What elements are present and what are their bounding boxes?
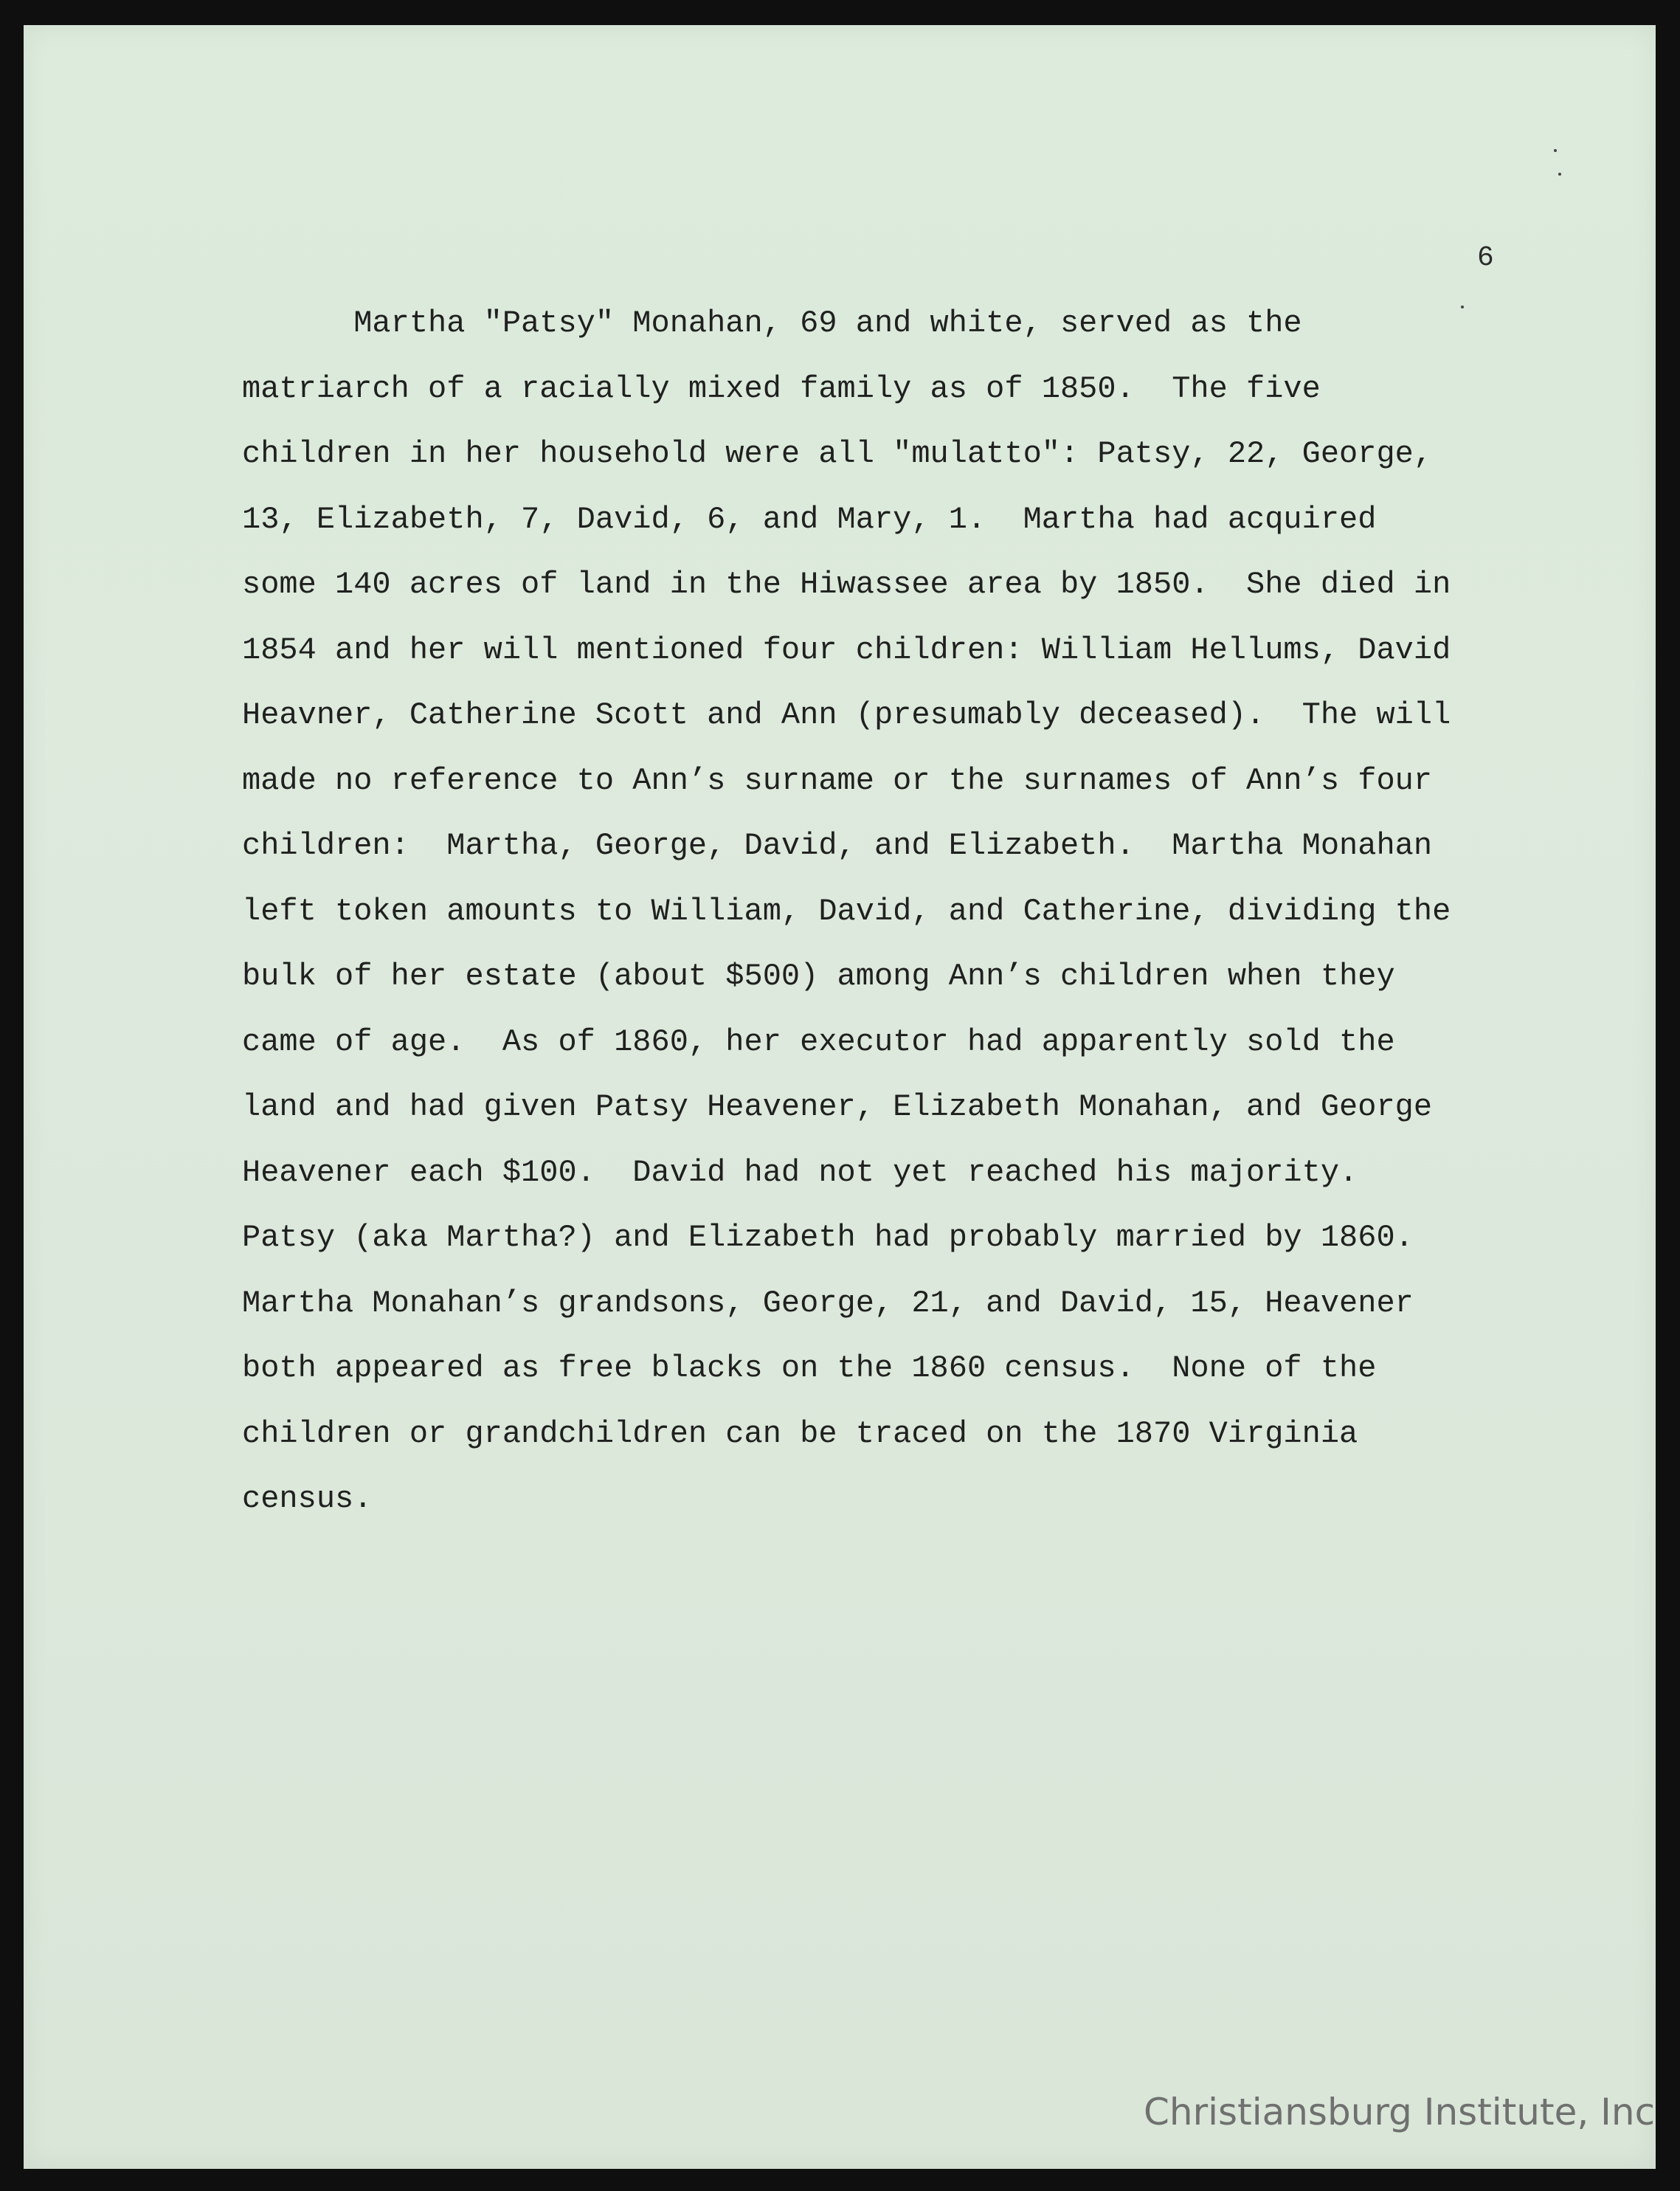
- text-line: both appeared as free blacks on the 1860 census. None of the: [242, 1350, 1377, 1386]
- text-line: made no reference to Ann’s surname or the surnames of Ann’s four: [242, 762, 1433, 798]
- text-line: children in her household were all "mulatto": Patsy, 22, George,: [242, 436, 1433, 472]
- paper-speck: [1554, 149, 1557, 152]
- paper-page: [24, 25, 1656, 2169]
- text-line: came of age. As of 1860, her executor had apparently sold the: [242, 1024, 1395, 1060]
- text-line: Martha "Patsy" Monahan, 69 and white, served as the: [242, 306, 1302, 341]
- text-line: census.: [242, 1481, 373, 1517]
- text-line: Martha Monahan’s grandsons, George, 21, and David, 15, Heavener: [242, 1285, 1414, 1321]
- paper-speck: [1461, 306, 1464, 308]
- page-number: 6: [1477, 242, 1494, 274]
- text-line: some 140 acres of land in the Hiwassee area by 1850. She died in: [242, 567, 1451, 602]
- text-line: 13, Elizabeth, 7, David, 6, and Mary, 1. Martha had acquired: [242, 501, 1377, 537]
- text-line: children: Martha, George, David, and Elizabeth. Martha Monahan: [242, 828, 1433, 863]
- text-line: 1854 and her will mentioned four children: William Hellums, David: [242, 632, 1451, 668]
- text-line: land and had given Patsy Heavener, Elizabeth Monahan, and George: [242, 1089, 1433, 1125]
- text-line: Heavner, Catherine Scott and Ann (presumably deceased). The will: [242, 697, 1451, 733]
- paper-speck: [1558, 173, 1561, 176]
- text-line: Patsy (aka Martha?) and Elizabeth had probably married by 1860.: [242, 1220, 1414, 1255]
- body-paragraph: [242, 301, 1555, 1542]
- text-line: Heavener each $100. David had not yet reached his majority.: [242, 1154, 1358, 1190]
- text-line: children or grandchildren can be traced on the 1870 Virginia: [242, 1415, 1358, 1452]
- text-line: bulk of her estate (about $500) among Ann’s children when they: [242, 959, 1395, 994]
- watermark-text: Christiansburg Institute, Inc: [1144, 2091, 1656, 2133]
- text-line: left token amounts to William, David, and Catherine, dividing the: [242, 893, 1451, 929]
- text-line: matriarch of a racially mixed family as of 1850. The five: [242, 370, 1321, 407]
